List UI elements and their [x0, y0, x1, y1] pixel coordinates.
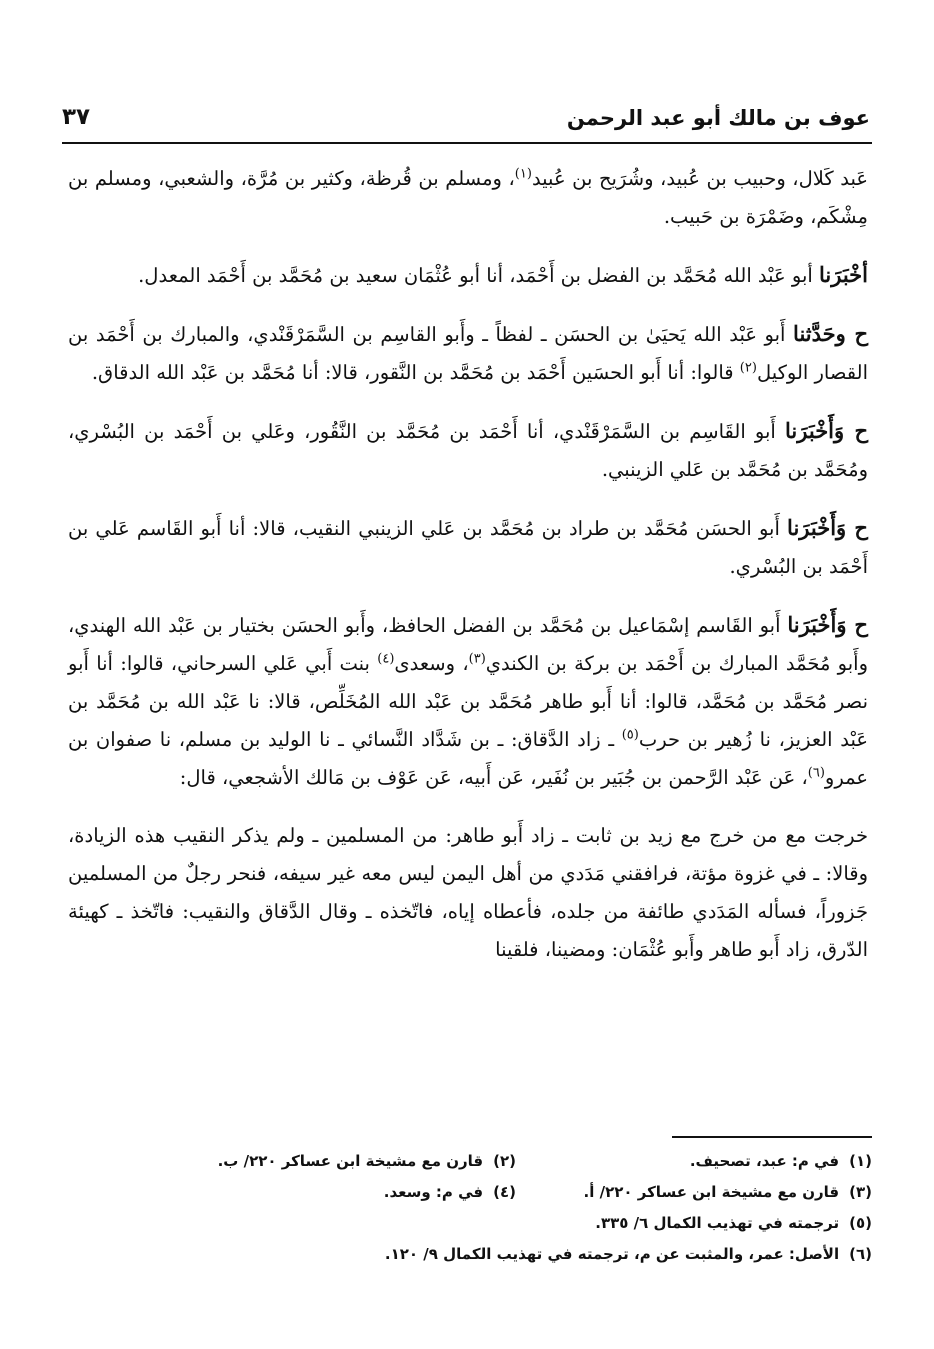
paragraph-text: أَبو القَاسِم بن السَّمَرْقَنْدي، أنا أَحْمَد بن مُحَمَّد بن النَّقُور، وعَلي بن أَحْمَد بن البُسْري، ومُحَمَّد بن مُحَمَّد بن عَلي الزينبي.	[68, 420, 868, 481]
isnad-keyword: ح وحَدَّثنا	[793, 321, 869, 346]
footnote-3	[516, 1177, 872, 1208]
paragraph-text: أَبو القَاسم إسْمَاعيل بن مُحَمَّد بن الفضل الحافظ، وأَبو الحسَن بختيار بن عَبْد الله الهندي، وأَبو مُحَمَّد المبارك بن أَحْمَد بن بركة بن الكندي	[68, 614, 869, 675]
isnad-keyword: ح وَأَخْبَرَنا	[787, 515, 868, 540]
isnad-keyword: ح وَأَخْبَرَنا	[785, 418, 868, 443]
footnote-text: في م: وسعد.	[383, 1183, 484, 1201]
footnote-number: (٤)	[493, 1183, 516, 1201]
paragraph-text: أَبو عَبْد الله يَحيَىٰ بن الحسَن ـ لفظاً ـ وأَبو القاسِم بن السَّمَرْقَنْدي، والمبارك بن أَحْمَد بن القصار الوكيل	[68, 323, 868, 384]
paragraph-text: ـ زاد الدَّقاق: ـ بن شَدَّاد النَّسائي ـ نا الوليد بن مسلم، نا صفوان بن عمرو	[68, 728, 868, 789]
footnote-row	[160, 1146, 872, 1177]
footnote-text: قارن مع مشيخة ابن عساكر ٢٢٠/ أ.	[583, 1183, 840, 1201]
isnad-keyword: ح وَأَخْبَرَنا	[787, 612, 868, 637]
footnote-ref: (١)	[514, 166, 532, 182]
paragraph	[68, 509, 868, 586]
footnote-text: الأصل: عمر، والمثبت عن م، ترجمته في تهذيب الكمال ٩/ ١٢٠.	[384, 1245, 840, 1263]
header-rule	[62, 142, 872, 144]
running-title: عوف بن مالك أبو عبد الرحمن	[566, 106, 870, 130]
paragraph	[68, 160, 868, 236]
footnote-ref: (٦)	[807, 765, 825, 781]
paragraph-text: بنت أَبي عَلي السرحاني، قالوا: أنا أَبو نصر مُحَمَّد بن مُحَمَّد، قالوا: أنا أَبو طاهر مُحَمَّد بن عَبْد الله المُخَلِّص، قالا: نا عَبْد الله بن مُحَمَّد بن عَبْد العزيز، نا زُهير بن حرب	[68, 652, 868, 751]
paragraph	[68, 256, 868, 295]
paragraph-text: أبو عَبْد الله مُحَمَّد بن الفضل بن أَحْمَد، أنا أبو عُثْمَان سعيد بن مُحَمَّد بن أَحْمَد المعدل.	[138, 264, 820, 287]
footnote-number: (٢)	[493, 1152, 516, 1170]
footnote-number: (٦)	[849, 1245, 872, 1263]
footnote-text: قارن مع مشيخة ابن عساكر ٢٢٠/ ب.	[217, 1152, 484, 1170]
footnote-text: في م: عبد، تصحيف.	[689, 1152, 840, 1170]
paragraph-text: عَبد كَلال، وحبيب بن عُبيد، وشُرَيح بن عُبيد	[531, 167, 868, 190]
paragraph-text: ، عَن عَبْد الرَّحمن بن جُبَير بن نُفَير، عَن أَبيه، عَن عَوْف بن مَالك الأشجعي، قال:	[179, 766, 808, 789]
footnote-1	[516, 1146, 872, 1177]
footnote-2	[160, 1146, 516, 1177]
footnote-6	[160, 1239, 872, 1270]
main-text	[68, 160, 868, 989]
footnote-number: (١)	[849, 1152, 872, 1170]
footnote-ref: (٤)	[377, 651, 395, 667]
footnote-4	[160, 1177, 516, 1208]
page-number: ٣٧	[62, 104, 91, 130]
footnote-ref: (٣)	[468, 651, 486, 667]
paragraph	[68, 412, 868, 489]
isnad-keyword: أخْبَرَنا	[819, 262, 868, 287]
footnote-number: (٥)	[849, 1214, 872, 1232]
footnote-ref: (٥)	[621, 727, 639, 743]
paragraph-text: أَبو الحسَن مُحَمَّد بن طراد بن مُحَمَّد بن عَلي الزينبي النقيب، قالا: أنا أَبو القَاسم عَلي بن أَحْمَد بن البُسْري.	[68, 517, 868, 578]
paragraph	[68, 315, 868, 392]
paragraph	[68, 606, 868, 797]
footnote-5	[160, 1208, 872, 1239]
footnote-row	[160, 1177, 872, 1208]
paragraph	[68, 817, 868, 969]
footnote-ref: (٢)	[739, 360, 757, 376]
page-header	[62, 92, 870, 130]
footnote-rule	[672, 1136, 872, 1138]
footnote-number: (٣)	[849, 1183, 872, 1201]
footnotes	[160, 1146, 872, 1270]
paragraph-text: ، وسعدى	[394, 652, 469, 675]
paragraph-text: خرجت مع من خرج مع زيد بن ثابت ـ زاد أَبو طاهر: من المسلمين ـ ولم يذكر النقيب هذه الزيادة، وقالا: ـ في غزوة مؤتة، فرافقني مَدَدي من أهل اليمن ليس معه غير سيفه، فنحر رجلٌ من المسلمين جَزوراً، فسأله المَدَدي طائفة من جلده، فأعطاه إياه، فاتّخذه ـ وقال الدَّقاق والنقيب: فاتّخذ ـ كهيئة الدّرق، زاد أَبو طاهر وأَبو عُثْمَان: ومضينا، فلقينا	[68, 824, 868, 961]
paragraph-text: قالوا: أنا أَبو الحسَين أَحْمَد بن مُحَمَّد بن النَّقور، قالا: أنا مُحَمَّد بن عَبْد الله الدقاق.	[91, 361, 740, 384]
footnote-text: ترجمته في تهذيب الكمال ٦/ ٣٣٥.	[595, 1214, 840, 1232]
paragraph-text: ، ومسلم بن قُرظة، وكثير بن مُرَّة، والشعبي، ومسلم بن مِشْكَم، وضَمْرَة بن حَبيب.	[68, 167, 868, 228]
